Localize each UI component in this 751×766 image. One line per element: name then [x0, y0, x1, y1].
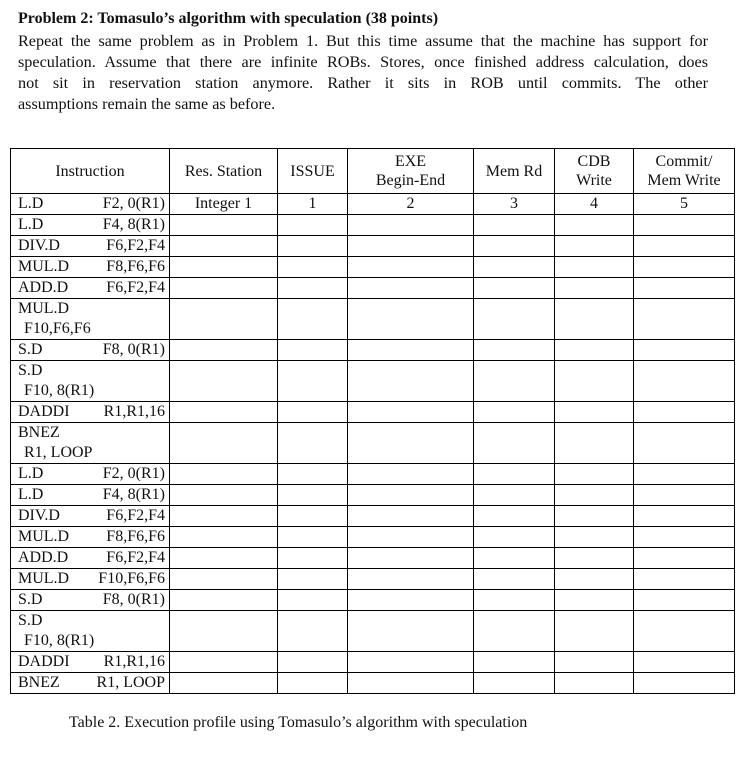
cell-cdb-write[interactable] [555, 278, 634, 299]
cell-res-station[interactable] [170, 611, 278, 652]
instruction-operands: F6,F2,F4 [106, 237, 165, 254]
table-row [11, 194, 735, 215]
cell-res-station[interactable] [170, 464, 278, 485]
cell-issue[interactable] [278, 464, 348, 485]
cell-mem-rd[interactable] [474, 340, 555, 361]
cell-instruction [11, 215, 170, 236]
cell-res-station[interactable] [170, 423, 278, 464]
cell-instruction [11, 402, 170, 423]
instruction-opcode: MUL.D [18, 570, 70, 587]
instruction-operands: F10, 8(R1) [24, 632, 95, 649]
table-row [11, 652, 735, 673]
table-row [11, 340, 735, 361]
cell-instruction [11, 299, 170, 340]
instruction-operands: R1, LOOP [24, 444, 93, 461]
cell-commit[interactable] [634, 652, 735, 673]
instruction-operands: F8,F6,F6 [106, 258, 165, 275]
cell-cdb-write[interactable] [555, 506, 634, 527]
cell-issue[interactable] [278, 569, 348, 590]
instruction-opcode: BNEZ [18, 424, 60, 441]
cell-exe[interactable] [348, 215, 474, 236]
cell-exe[interactable] [348, 485, 474, 506]
instruction-opcode: L.D [18, 465, 44, 482]
instruction-operands: R1,R1,16 [103, 403, 165, 420]
table-row [11, 548, 735, 569]
table-row [11, 299, 735, 340]
cell-mem-rd[interactable] [474, 527, 555, 548]
cell-issue[interactable] [278, 402, 348, 423]
table-row [11, 611, 735, 652]
cell-instruction [11, 423, 170, 464]
cell-issue[interactable] [278, 590, 348, 611]
cell-exe[interactable] [348, 652, 474, 673]
cell-mem-rd[interactable] [474, 423, 555, 464]
cell-cdb-write[interactable] [555, 611, 634, 652]
instruction-opcode: L.D [18, 486, 44, 503]
cell-cdb-write[interactable] [555, 402, 634, 423]
cell-instruction [11, 506, 170, 527]
cell-instruction [11, 340, 170, 361]
cell-exe[interactable] [348, 611, 474, 652]
cell-mem-rd[interactable] [474, 652, 555, 673]
cell-res-station[interactable] [170, 340, 278, 361]
cell-instruction [11, 236, 170, 257]
cell-instruction [11, 485, 170, 506]
header-row [11, 149, 735, 194]
instruction-opcode: BNEZ [18, 674, 60, 691]
cell-cdb-write[interactable] [555, 464, 634, 485]
problem-title: Problem 2: Tomasulo’s algorithm with speculation (38 points) [18, 10, 439, 27]
cell-instruction [11, 194, 170, 215]
cell-exe[interactable] [348, 340, 474, 361]
cell-res-station[interactable] [170, 506, 278, 527]
instruction-opcode: L.D [18, 195, 44, 212]
cell-issue[interactable] [278, 527, 348, 548]
instruction-opcode: ADD.D [18, 549, 69, 566]
cell-mem-rd[interactable] [474, 257, 555, 278]
cell-commit[interactable] [634, 506, 735, 527]
cell-issue[interactable] [278, 215, 348, 236]
instruction-opcode: MUL.D [18, 528, 70, 545]
cell-cdb-write[interactable] [555, 652, 634, 673]
cell-mem-rd[interactable] [474, 299, 555, 340]
cell-issue[interactable] [278, 673, 348, 694]
cell-issue[interactable] [278, 611, 348, 652]
cell-res-station[interactable] [170, 402, 278, 423]
description-line: speculation. Assume that there are infinite ROBs. Stores, once finished address calculation, does [18, 53, 708, 71]
cell-mem-rd[interactable] [474, 611, 555, 652]
cell-mem-rd[interactable] [474, 548, 555, 569]
cell-res-station[interactable] [170, 652, 278, 673]
cell-commit[interactable] [634, 527, 735, 548]
instruction-operands: F10,F6,F6 [98, 570, 165, 587]
cell-issue[interactable] [278, 548, 348, 569]
instruction-opcode: ADD.D [18, 279, 69, 296]
cell-exe[interactable] [348, 548, 474, 569]
instruction-opcode: L.D [18, 216, 44, 233]
cell-cdb-write[interactable] [555, 569, 634, 590]
header-issue: ISSUE [278, 149, 348, 194]
cell-commit[interactable] [634, 361, 735, 402]
table-row [11, 506, 735, 527]
table-row [11, 485, 735, 506]
cell-cdb-write[interactable] [555, 423, 634, 464]
table-row [11, 236, 735, 257]
cell-commit[interactable] [634, 464, 735, 485]
cell-issue[interactable] [278, 423, 348, 464]
instruction-opcode: DIV.D [18, 237, 60, 254]
instruction-opcode: S.D [18, 612, 43, 629]
header-exe: EXE Begin-End [348, 149, 474, 194]
table-row [11, 278, 735, 299]
cell-mem-rd[interactable] [474, 402, 555, 423]
cell-exe[interactable]: 2 [348, 194, 474, 215]
cell-mem-rd[interactable] [474, 673, 555, 694]
cell-instruction [11, 673, 170, 694]
cell-issue[interactable] [278, 340, 348, 361]
cell-commit[interactable] [634, 569, 735, 590]
cell-instruction [11, 361, 170, 402]
instruction-operands: F4, 8(R1) [102, 486, 165, 503]
description-line: Repeat the same problem as in Problem 1. But this time assume that the machine has support for [18, 32, 708, 50]
cell-exe[interactable] [348, 527, 474, 548]
instruction-opcode: S.D [18, 591, 43, 608]
cell-cdb-write[interactable] [555, 361, 634, 402]
cell-exe[interactable] [348, 464, 474, 485]
header-res-station: Res. Station [170, 149, 278, 194]
cell-exe[interactable] [348, 299, 474, 340]
table-row [11, 215, 735, 236]
cell-exe[interactable] [348, 673, 474, 694]
table-row [11, 464, 735, 485]
cell-res-station[interactable] [170, 673, 278, 694]
cell-commit[interactable] [634, 215, 735, 236]
cell-res-station[interactable] [170, 215, 278, 236]
cell-exe[interactable] [348, 257, 474, 278]
cell-instruction [11, 257, 170, 278]
cell-res-station[interactable] [170, 236, 278, 257]
cell-exe[interactable] [348, 506, 474, 527]
cell-exe[interactable] [348, 361, 474, 402]
cell-mem-rd[interactable] [474, 464, 555, 485]
cell-instruction [11, 464, 170, 485]
cell-cdb-write[interactable]: 4 [555, 194, 634, 215]
cell-cdb-write[interactable] [555, 527, 634, 548]
cell-issue[interactable]: 1 [278, 194, 348, 215]
table-row [11, 257, 735, 278]
cell-instruction [11, 278, 170, 299]
cell-exe[interactable] [348, 236, 474, 257]
instruction-operands: F8, 0(R1) [102, 591, 165, 608]
instruction-opcode: S.D [18, 341, 43, 358]
instruction-operands: F10,F6,F6 [24, 320, 91, 337]
cell-exe[interactable] [348, 423, 474, 464]
description-line: assumptions remain the same as before. [18, 95, 276, 113]
cell-cdb-write[interactable] [555, 673, 634, 694]
cell-cdb-write[interactable] [555, 340, 634, 361]
cell-cdb-write[interactable] [555, 236, 634, 257]
instruction-operands: F4, 8(R1) [102, 216, 165, 233]
cell-commit[interactable] [634, 611, 735, 652]
cell-commit[interactable] [634, 548, 735, 569]
cell-issue[interactable] [278, 652, 348, 673]
instruction-opcode: MUL.D [18, 258, 70, 275]
header-instruction: Instruction [11, 149, 170, 194]
instruction-operands: F6,F2,F4 [106, 507, 165, 524]
cell-exe[interactable] [348, 402, 474, 423]
instruction-operands: F10, 8(R1) [24, 382, 95, 399]
cell-commit[interactable] [634, 402, 735, 423]
instruction-operands: F8, 0(R1) [102, 341, 165, 358]
cell-cdb-write[interactable] [555, 548, 634, 569]
instruction-opcode: MUL.D [18, 300, 70, 317]
cell-mem-rd[interactable] [474, 569, 555, 590]
cell-res-station[interactable] [170, 299, 278, 340]
cell-commit[interactable] [634, 236, 735, 257]
cell-res-station[interactable] [170, 590, 278, 611]
cell-res-station[interactable] [170, 485, 278, 506]
header-cdb-write: CDB Write [555, 149, 634, 194]
cell-issue[interactable] [278, 257, 348, 278]
instruction-opcode: DADDI [18, 653, 70, 670]
cell-res-station[interactable] [170, 527, 278, 548]
header-mem-rd: Mem Rd [474, 149, 555, 194]
cell-commit[interactable] [634, 485, 735, 506]
instruction-operands: R1, LOOP [96, 674, 165, 691]
cell-instruction [11, 611, 170, 652]
instruction-operands: F6,F2,F4 [106, 549, 165, 566]
instruction-operands: R1,R1,16 [103, 653, 165, 670]
table-row [11, 527, 735, 548]
cell-commit[interactable] [634, 340, 735, 361]
cell-commit[interactable]: 5 [634, 194, 735, 215]
cell-cdb-write[interactable] [555, 485, 634, 506]
cell-mem-rd[interactable] [474, 278, 555, 299]
cell-res-station[interactable] [170, 569, 278, 590]
cell-res-station[interactable] [170, 257, 278, 278]
cell-mem-rd[interactable]: 3 [474, 194, 555, 215]
table-row [11, 402, 735, 423]
table-row [11, 423, 735, 464]
cell-instruction [11, 652, 170, 673]
cell-instruction [11, 569, 170, 590]
problem-description [18, 31, 708, 115]
cell-commit[interactable] [634, 423, 735, 464]
cell-res-station[interactable] [170, 548, 278, 569]
cell-commit[interactable] [634, 257, 735, 278]
table-row [11, 361, 735, 402]
cell-cdb-write[interactable] [555, 215, 634, 236]
cell-commit[interactable] [634, 299, 735, 340]
table-caption: Table 2. Execution profile using Tomasulo’s algorithm with speculation [69, 714, 528, 731]
cell-res-station[interactable] [170, 278, 278, 299]
cell-cdb-write[interactable] [555, 257, 634, 278]
cell-mem-rd[interactable] [474, 361, 555, 402]
table-row [11, 673, 735, 694]
cell-exe[interactable] [348, 569, 474, 590]
cell-mem-rd[interactable] [474, 590, 555, 611]
instruction-operands: F2, 0(R1) [102, 195, 165, 212]
cell-mem-rd[interactable] [474, 485, 555, 506]
cell-instruction [11, 590, 170, 611]
cell-res-station[interactable] [170, 361, 278, 402]
instruction-opcode: S.D [18, 362, 43, 379]
cell-issue[interactable] [278, 278, 348, 299]
cell-commit[interactable] [634, 590, 735, 611]
table-row [11, 569, 735, 590]
instruction-opcode: DADDI [18, 403, 70, 420]
cell-instruction [11, 527, 170, 548]
cell-cdb-write[interactable] [555, 299, 634, 340]
cell-exe[interactable] [348, 590, 474, 611]
instruction-opcode: DIV.D [18, 507, 60, 524]
cell-mem-rd[interactable] [474, 506, 555, 527]
cell-commit[interactable] [634, 673, 735, 694]
instruction-operands: F2, 0(R1) [102, 465, 165, 482]
cell-issue[interactable] [278, 299, 348, 340]
cell-issue[interactable] [278, 361, 348, 402]
cell-res-station[interactable]: Integer 1 [170, 194, 278, 215]
cell-exe[interactable] [348, 278, 474, 299]
cell-issue[interactable] [278, 236, 348, 257]
cell-commit[interactable] [634, 278, 735, 299]
description-line: not sit in reservation station anymore. Rather it sits in ROB until commits. The other [18, 74, 708, 92]
instruction-operands: F6,F2,F4 [106, 279, 165, 296]
cell-issue[interactable] [278, 506, 348, 527]
cell-issue[interactable] [278, 485, 348, 506]
cell-cdb-write[interactable] [555, 590, 634, 611]
cell-mem-rd[interactable] [474, 236, 555, 257]
cell-mem-rd[interactable] [474, 215, 555, 236]
cell-instruction [11, 548, 170, 569]
table-row [11, 590, 735, 611]
instruction-operands: F8,F6,F6 [106, 528, 165, 545]
header-commit: Commit/ Mem Write [634, 149, 735, 194]
execution-profile-table [10, 148, 735, 694]
